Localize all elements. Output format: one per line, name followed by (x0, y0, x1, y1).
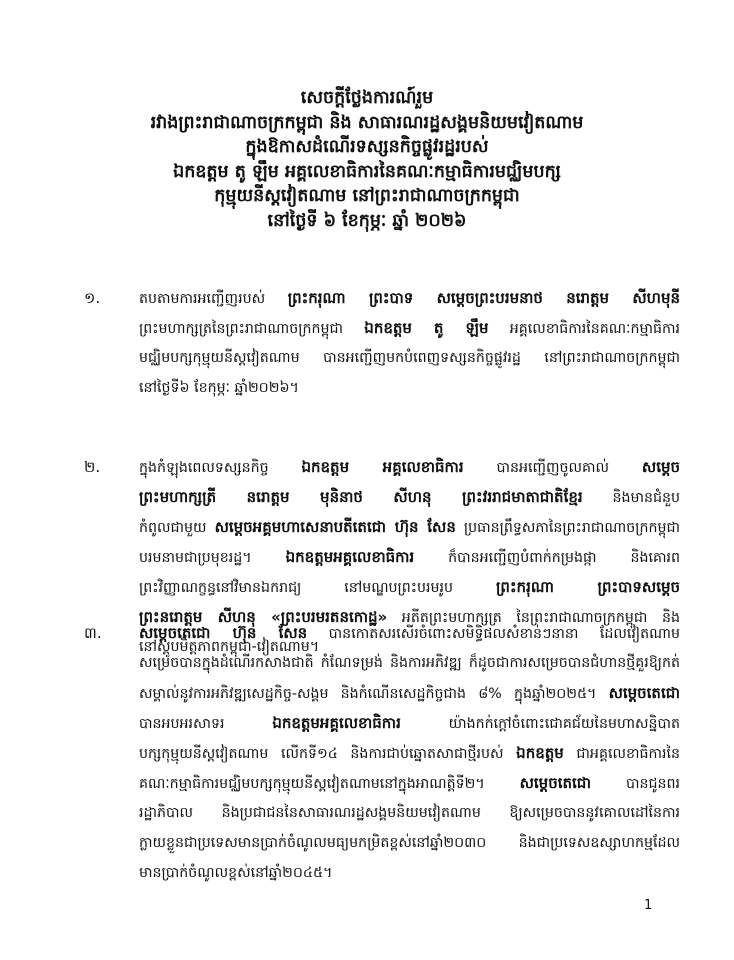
paragraph-body (139, 283, 680, 403)
paragraph-line (139, 828, 680, 858)
body-text: នៅស្តូបមិត្តភាពកម្ពុជា-វៀតណាម។ (139, 639, 320, 655)
bold-text: ព្រះមហាក្សត្រី នរោត្តម មុនិនាថ សីហនុ ព្រះវររាជមាតាជាតិខ្មែរ (139, 488, 583, 506)
bold-text: ព្រះនរោត្តម សីហនុ «ព្រះបរមរតនកោដ្ឋ» (139, 608, 388, 626)
paragraph-line (139, 858, 680, 888)
bold-text: ឯកឧត្តម អគ្គលេខាធិការ (301, 458, 464, 476)
paragraph-line (139, 798, 680, 828)
body-text: ព្រះវិញ្ញាណក្ខន្ធនៅវិមានឯករាជ្យ នៅមណ្ឌបព្រះបរមរូប (139, 580, 496, 596)
bold-text: សម្តេចតេជោ (519, 774, 592, 792)
body-text: បានអញ្ជើញចូលគាល់ (463, 460, 642, 476)
header-occasion-line: ក្នុងឱកាសដំណើរទស្សនកិច្ចផ្លូវរដ្ឋរបស់ (245, 137, 489, 157)
page-number: 1 (644, 898, 653, 913)
body-text: តបតាមការអញ្ជើញរបស់ (139, 291, 288, 307)
bold-text: ឯកឧត្តមអគ្គលេខាធិការ (285, 548, 415, 566)
paragraph-line (139, 313, 680, 343)
document-header (120, 86, 614, 233)
paragraph-line (139, 572, 680, 602)
paragraph-line (139, 482, 680, 512)
body-text: ក៏បានអញ្ជើញបំពាក់កម្រងផ្កា និងគោរព (414, 550, 680, 566)
paragraph-line (139, 678, 680, 708)
body-text: បានជូនពរ (591, 776, 680, 792)
body-text: បានអបអរសាទរ (139, 716, 273, 732)
body-text: អតីតព្រះមហាក្សត្រ នៃព្រះរាជាណាចក្រកម្ពុជា និង (387, 610, 680, 626)
bold-text: សម្តេចតេជោ ហ៊ុន សែន (139, 624, 308, 642)
bold-text: ព្រះករុណា ព្រះបាទសម្តេច (495, 578, 680, 596)
paragraph-number: ២. (84, 458, 101, 476)
paragraph-number: ១. (84, 289, 101, 307)
body-text: គណៈកម្មាធិការមជ្ឈិមបក្សកុម្មុយនីស្តវៀតណាមនៅក្នុងអាណត្តិទី២។ (139, 776, 520, 792)
paragraph-line (139, 373, 680, 403)
header-party-line: កុម្មុយនីស្តវៀតណាម នៅព្រះរាជាណាចក្រកម្ពុជា (214, 186, 520, 206)
paragraph-number: ៣. (84, 624, 102, 642)
paragraph-line (139, 648, 680, 678)
paragraph-body (139, 618, 680, 888)
body-text: ក្លាយខ្លួនជាប្រទេសមានប្រាក់ចំណូលមធ្យមកម្រិតខ្ពស់នៅឆ្នាំ២០៣០ និងជាប្រទេសឧស្សាហកម្មដែល (139, 835, 680, 851)
body-text: ប្រធានព្រឹទ្ធសភានៃព្រះរាជាណាចក្រកម្ពុជា (455, 520, 680, 536)
bold-text: សម្តេចអគ្គមហាសេនាបតីតេជោ ហ៊ុន សែន (214, 518, 456, 536)
bold-text: ឯកឧត្តម (516, 744, 564, 762)
paragraph-line (139, 283, 680, 313)
paragraph-3 (84, 618, 680, 888)
body-text: និងមានជំនួប (582, 490, 680, 506)
paragraph-line (139, 452, 680, 482)
header-date-line: នៅថ្ងៃទី ៦ ខែកុម្ភៈ ឆ្នាំ ២០២៦ (267, 210, 467, 231)
body-text: សម្គាល់នូវការអភិវឌ្ឍសេដ្ឋកិច្ច-សង្គម និងកំណើនសេដ្ឋកិច្ចជាង ៨% ក្នុងឆ្នាំ២០២៥។ (139, 686, 609, 702)
body-text: បរមនាមជាប្រមុខរដ្ឋ។ (139, 550, 286, 566)
header-parties-line: រវាងព្រះរាជាណាចក្រកម្ពុជា និង សាធារណរដ្ឋសង្គមនិយមវៀតណាម (150, 112, 584, 133)
paragraph-1 (84, 283, 680, 403)
paragraph-line (139, 738, 680, 768)
paragraph-line (139, 512, 680, 542)
body-text: ព្រះមហាក្សត្រនៃព្រះរាជាណាចក្រកម្ពុជា (139, 321, 365, 337)
bold-text: សម្តេច (641, 458, 680, 476)
bold-text: ឯកឧត្តម តូ ឡឹម (364, 319, 489, 337)
body-text: មានប្រាក់ចំណូលខ្ពស់នៅឆ្នាំ២០៤៥។ (139, 865, 333, 881)
bold-text: ព្រះករុណា ព្រះបាទ សម្តេចព្រះបរមនាថ នរោត្តម សីហមុនី (287, 289, 680, 307)
bold-text: សម្តេចតេជោ (608, 684, 680, 702)
body-text: សម្រេចបានក្នុងដំណើរកសាងជាតិ កំណែទម្រង់ និងការអភិវឌ្ឍ ក៏ដូចជាការសម្រេចបានជំហានថ្មីគួរឱ្យកត់ (139, 655, 680, 671)
body-text: កំពូលជាមួយ (139, 520, 215, 536)
header-title-line: សេចក្តីថ្លែងការណ៍រួម (300, 88, 434, 108)
paragraph-line (139, 618, 680, 648)
paragraph-line (139, 768, 680, 798)
body-text: យ៉ាងកក់ក្តៅចំពោះជោគជ័យនៃមហាសន្និបាត (400, 716, 680, 732)
bold-text: ឯកឧត្តមអគ្គលេខាធិការ (272, 714, 401, 732)
header-dignitary-line: ឯកឧត្តម តូ ឡឹម អគ្គលេខាធិការនៃគណៈកម្មាធិការមជ្ឈិមបក្ស (173, 161, 561, 182)
body-text: នៅថ្ងៃទី៦ ខែកុម្ភៈ ឆ្នាំ២០២៦។ (139, 380, 299, 396)
body-text: ជាអគ្គលេខាធិការនៃ (563, 746, 680, 762)
paragraph-line (139, 542, 680, 572)
body-text: ក្នុងកំឡុងពេលទស្សនកិច្ច (139, 460, 302, 476)
body-text: អគ្គលេខាធិការនៃគណៈកម្មាធិការ (488, 321, 680, 337)
body-text: បក្សកុម្មុយនីស្តវៀតណាម លើកទី១៤ និងការជាប់ឆ្នោតសាជាថ្មីរបស់ (139, 746, 517, 762)
body-text: បានកោតសរសើរចំពោះសមិទ្ធិផលសំខាន់ៗនានា ដែលវៀតណាម (307, 626, 680, 642)
body-text: មជ្ឈិមបក្សកុម្មុយនីស្តវៀតណាម បានអញ្ជើញមកបំពេញទស្សនកិច្ចផ្លូវរដ្ឋ នៅព្រះរាជាណាចក្រកម្ពុជា (139, 350, 680, 366)
paragraph-line (139, 708, 680, 738)
body-text: រដ្ឋាភិបាល និងប្រជាជននៃសាធារណរដ្ឋសង្គមនិយមវៀតណាម ឱ្យសម្រេចបាននូវគោលដៅនៃការ (139, 805, 680, 821)
paragraph-line (139, 343, 680, 373)
